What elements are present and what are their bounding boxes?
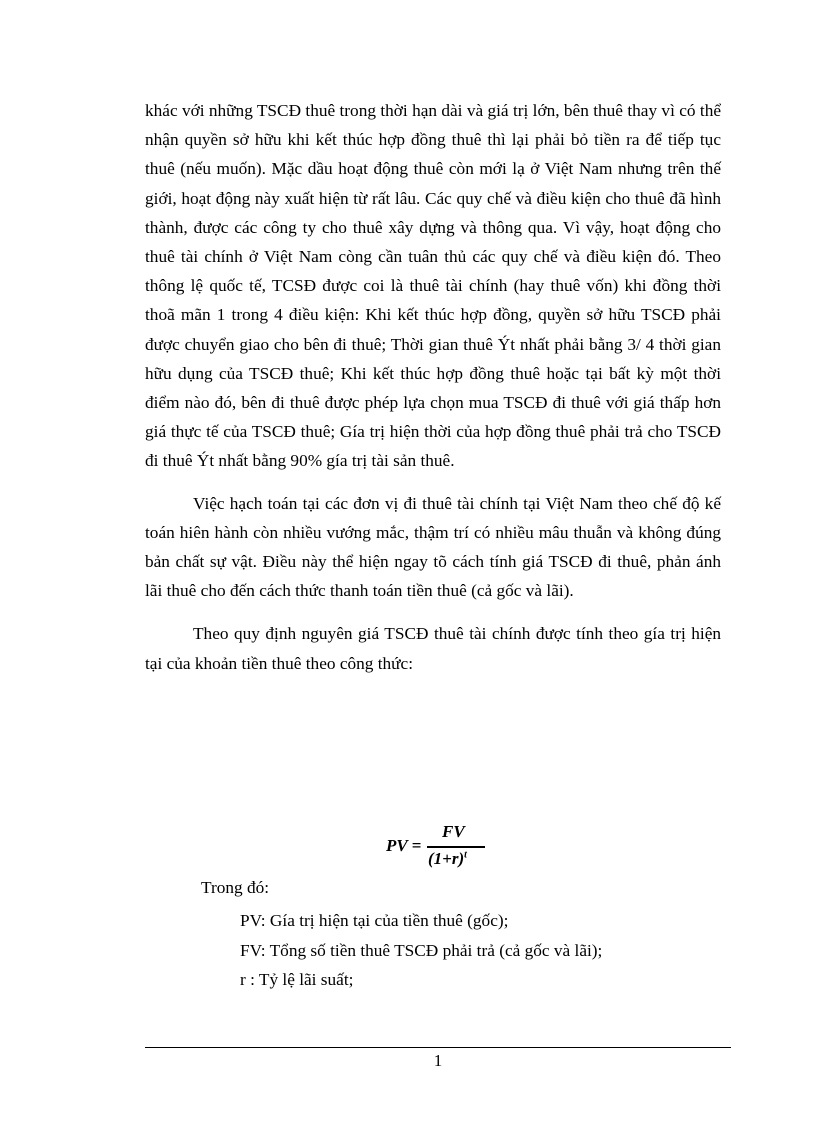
page-number: 1 xyxy=(433,1051,443,1070)
footer-divider xyxy=(145,1047,731,1048)
formula-lhs: PV = xyxy=(386,836,422,855)
formula-denominator: $(1+r)^t$ xyxy=(428,849,467,868)
present-value-formula xyxy=(386,822,496,876)
formula-numerator: FV xyxy=(442,822,465,841)
where-label: Trong đó: xyxy=(201,878,270,897)
definition-pv: PV: Gía trị hiện tại của tiền thuê (gốc); xyxy=(240,911,509,930)
formula-exponent: t xyxy=(464,849,467,861)
paragraph-formula-intro: Theo quy định nguyên giá TSCĐ thuê tài chính được tính theo gía trị hiện tại của khoản tiền thuê theo công thức: xyxy=(145,624,721,673)
paragraph-accounting-issues: Việc hạch toán tại các đơn vị đi thuê tài chính tại Việt Nam theo chế độ kế toán hiên hành còn nhiều vướng mắc, thậm trí có nhiều mâu thuẫn và không đúng bản chất sự vật. Điều này thể hiện ngay tõ cách tính giá TSCĐ đi thuê, phản ánh lãi thuê cho đến cách thức thanh toán tiền thuê (cả gốc và lãi). xyxy=(145,493,721,601)
document-body xyxy=(145,96,721,678)
definition-fv: FV: Tổng số tiền thuê TSCĐ phải trả (cả gốc và lãi); xyxy=(240,940,603,960)
definition-r: r : Tỷ lệ lãi suất; xyxy=(240,970,354,989)
definitions-list xyxy=(240,906,602,995)
formula-fraction-bar xyxy=(427,846,485,848)
paragraph-leasing-conditions: khác với những TSCĐ thuê trong thời hạn dài và giá trị lớn, bên thuê thay vì có thể nhận quyền sở hữu khi kết thúc hợp đồng thuê thì lại phải bỏ tiền ra để tiếp tục thuê (nếu muốn). Mặc dầu hoạt động thuê còn mới lạ ở Việt Nam nhưng trên thế giới, hoạt động này xuất hiện từ rất lâu. Các quy chế và điều kiện cho thuê đã hình thành, được các công ty cho thuê xây dựng và thông qua. Vì vậy, hoạt động cho thuê tài chính ở Việt Nam còng cần tuân thủ các quy chế và điều kiện đó. Theo thông lệ quốc tế, TCSĐ được coi là thuê tài chính (hay thuê vốn) khi đồng thời thoã mãn 1 trong 4 điều kiện: Khi kết thúc hợp đồng, quyền sở hữu TSCĐ phải được chuyển giao cho bên đi thuê; Thời gian thuê Ýt nhất phải bằng 3/ 4 thời gian hữu dụng của TSCĐ thuê; Khi kết thúc hợp đồng thuê hoặc tại bất kỳ một thời điểm nào đó, bên đi thuê được phép lựa chọn mua TSCĐ đi thuê với giá thấp hơn giá thực tế của TSCĐ thuê; Gía trị hiện thời của hợp đồng thuê phải trả cho TSCĐ đi thuê Ýt nhất bằng 90% gía trị tài sản thuê. xyxy=(145,101,721,471)
